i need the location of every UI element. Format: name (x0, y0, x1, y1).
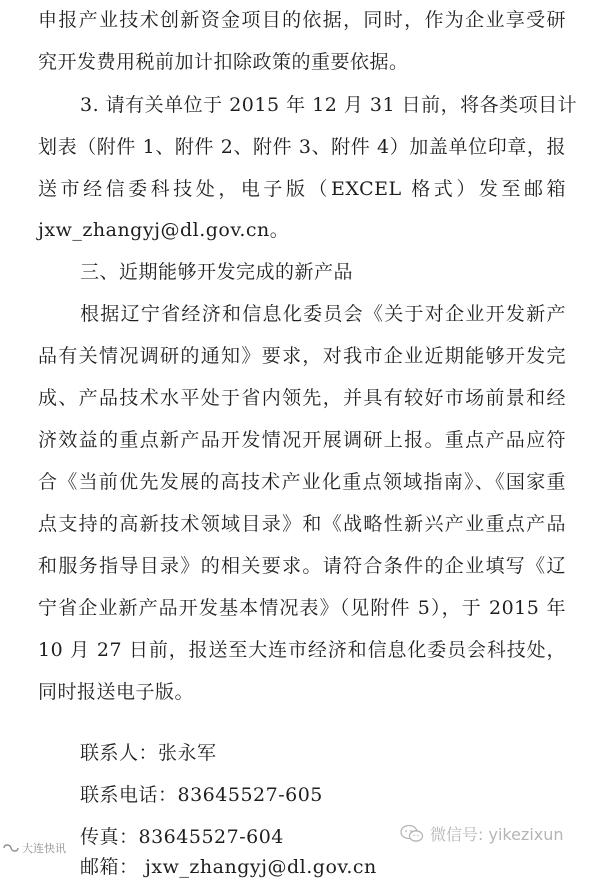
body-line-5: 送市经信委科技处，电子版（EXCEL 格式）发至邮箱 (38, 178, 566, 200)
contact-phone: 联系电话：83645527-605 (80, 784, 323, 806)
contact-person: 联系人：张永军 (80, 742, 217, 764)
body-line-9: 品有关情况调研的通知》要求，对我市企业近期能够开发完 (38, 345, 566, 367)
body-line-4: 划表（附件 1、附件 2、附件 3、附件 4）加盖单位印章，报 (38, 136, 566, 158)
body-line-12: 合《当前优先发展的高技术产业化重点领域指南》、《国家重 (38, 471, 566, 493)
body-line-17: 同时报送电子版。 (38, 681, 195, 703)
body-line-8: 根据辽宁省经济和信息化委员会《关于对企业开发新产 (80, 303, 566, 325)
body-line-14: 和服务指导目录》的相关要求。请符合条件的企业填写《辽 (38, 555, 566, 577)
body-line-10: 成、产品技术水平处于省内领先，并具有较好市场前景和经 (38, 387, 566, 409)
source-watermark-text: 大连快讯 (22, 842, 66, 855)
body-line-15: 宁省企业新产品开发基本情况表》（见附件 5），于 2015 年 (38, 597, 566, 619)
body-line-2: 究开发费用税前加计扣除政策的重要依据。 (38, 51, 409, 73)
body-line-16: 10 月 27 日前，报送至大连市经济和信息化委员会科技处， (38, 639, 566, 661)
body-line-6: jxw_zhangyj@dl.gov.cn。 (38, 219, 290, 241)
body-line-11: 济效益的重点新产品开发情况开展调研上报。重点产品应符 (38, 429, 566, 451)
wechat-watermark (400, 822, 564, 845)
source-logo-icon (2, 842, 20, 854)
body-line-1: 申报产业技术创新资金项目的依据，同时，作为企业享受研 (38, 9, 566, 31)
wechat-icon (400, 824, 424, 844)
section-heading: 三、近期能够开发完成的新产品 (80, 261, 354, 283)
body-line-3: 3. 请有关单位于 2015 年 12 月 31 日前，将各类项目计 (80, 94, 578, 116)
source-watermark (2, 840, 66, 856)
contact-email: 邮箱： jxw_zhangyj@dl.gov.cn (80, 856, 377, 878)
contact-fax: 传真：83645527-604 (80, 826, 284, 848)
wechat-id-text: 微信号: yikezixun (430, 825, 564, 844)
body-line-13: 点支持的高新技术领域目录》和《战略性新兴产业重点产品 (38, 513, 566, 535)
